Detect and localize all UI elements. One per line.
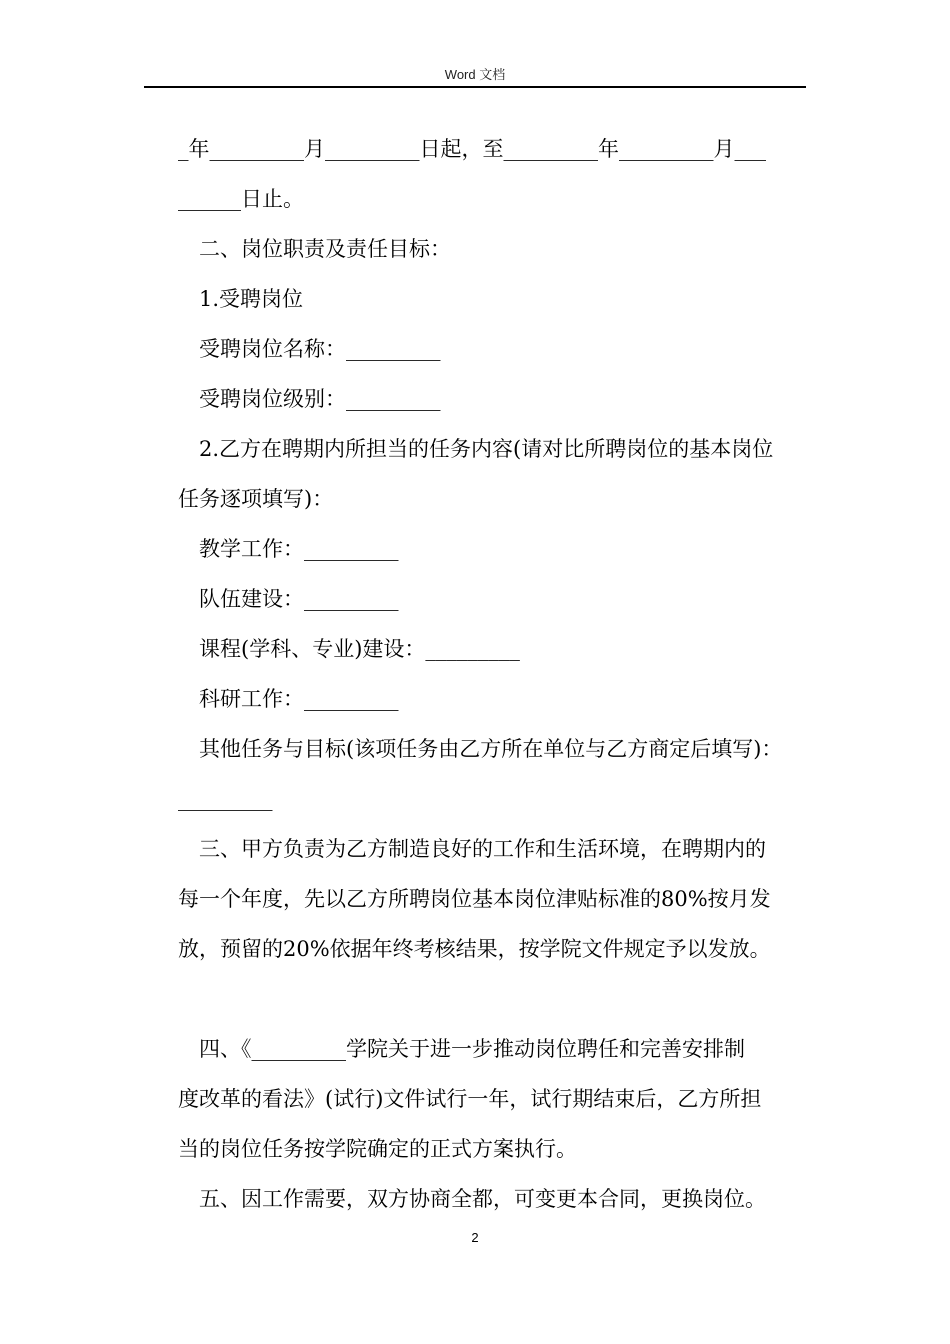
subsection-heading: 2.乙方在聘期内所担当的任务内容(请对比所聘岗位的基本岗位 bbox=[199, 437, 774, 461]
paragraph-line: ______日止。 bbox=[178, 187, 304, 211]
section-paragraph: 四、《_________学院关于进一步推动岗位聘任和完善安排制 bbox=[199, 1037, 745, 1061]
form-field-line: 教学工作：_________ bbox=[199, 537, 399, 561]
paragraph-line: 每一个年度，先以乙方所聘岗位基本岗位津贴标准的80%按月发 bbox=[178, 887, 771, 911]
paragraph-spacer bbox=[178, 974, 802, 1024]
page-number: 2 bbox=[471, 1230, 479, 1245]
document-body bbox=[178, 124, 802, 1224]
section-paragraph: 三、甲方负责为乙方制造良好的工作和生活环境，在聘期内的 bbox=[199, 837, 766, 861]
form-field-line: 其他任务与目标(该项任务由乙方所在单位与乙方商定后填写)： bbox=[199, 737, 783, 761]
form-field-line: 课程(学科、专业)建设：_________ bbox=[199, 637, 520, 661]
form-field-line: 受聘岗位级别：_________ bbox=[199, 387, 441, 411]
form-field-line: 队伍建设：_________ bbox=[199, 587, 399, 611]
page-header: Word 文档 bbox=[444, 67, 506, 82]
paragraph-line: _年_________月_________日起，至_________年_________月___ bbox=[178, 137, 766, 161]
form-field-line: 科研工作：_________ bbox=[199, 687, 399, 711]
blank-line: _________ bbox=[178, 787, 273, 811]
section-heading: 二、岗位职责及责任目标： bbox=[199, 237, 451, 261]
form-field-line: 受聘岗位名称：_________ bbox=[199, 337, 441, 361]
subsection-heading: 1.受聘岗位 bbox=[199, 287, 304, 311]
paragraph-line: 放，预留的20%依据年终考核结果，按学院文件规定予以发放。 bbox=[178, 937, 771, 961]
section-paragraph: 五、因工作需要，双方协商全都，可变更本合同，更换岗位。 bbox=[199, 1187, 766, 1211]
paragraph-line: 当的岗位任务按学院确定的正式方案执行。 bbox=[178, 1137, 577, 1161]
header-divider bbox=[144, 86, 806, 88]
paragraph-line: 任务逐项填写)： bbox=[178, 487, 334, 511]
paragraph-line: 度改革的看法》(试行)文件试行一年，试行期结束后，乙方所担 bbox=[178, 1087, 762, 1111]
